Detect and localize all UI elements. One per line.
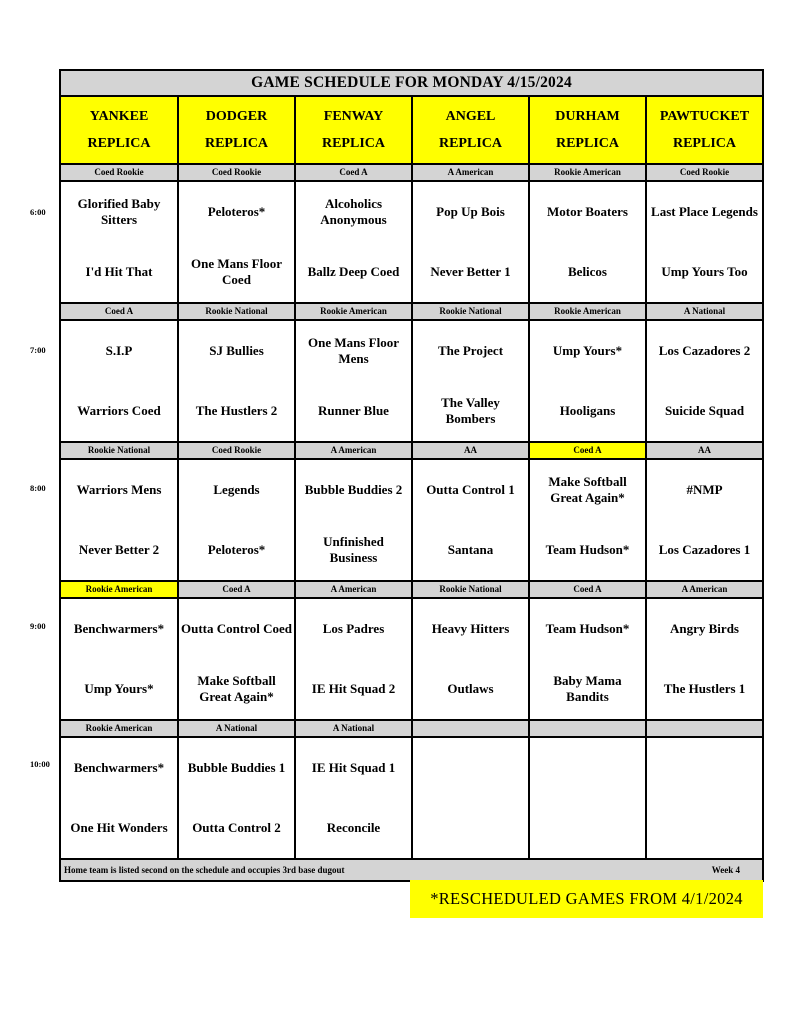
home-team-slot — [649, 659, 760, 719]
division-label: Rookie American — [60, 720, 178, 737]
home-team-slot — [63, 381, 175, 441]
division-label: A American — [412, 164, 529, 181]
away-team-slot — [181, 182, 292, 242]
away-team-slot — [63, 321, 175, 381]
footer-row — [60, 859, 763, 881]
division-label — [646, 720, 763, 737]
away-team: Outta Control Coed — [181, 621, 292, 636]
away-team-slot — [415, 460, 526, 520]
division-label — [412, 720, 529, 737]
home-team: Ballz Deep Coed — [307, 264, 400, 279]
away-team-slot — [181, 738, 292, 798]
field-header-row — [60, 96, 763, 164]
home-team-slot — [532, 381, 643, 441]
division-row — [60, 303, 763, 320]
division-label: AA — [646, 442, 763, 459]
home-team-slot — [298, 242, 409, 302]
field-header — [412, 96, 529, 164]
field-subtitle: REPLICA — [87, 136, 151, 151]
away-team: SJ Bullies — [209, 343, 264, 358]
game-cell — [60, 181, 178, 303]
away-team: Outta Control 1 — [426, 482, 515, 497]
game-cell — [529, 459, 646, 581]
away-team: #NMP — [686, 482, 723, 497]
game-cell — [295, 181, 412, 303]
away-team: Pop Up Bois — [436, 204, 505, 219]
home-team-slot — [532, 520, 643, 580]
away-team: One Mans Floor Mens — [308, 335, 399, 366]
game-cell — [178, 181, 295, 303]
away-team-slot — [63, 738, 175, 798]
division-label: A American — [295, 581, 412, 598]
away-team: Alcoholics Anonymous — [320, 196, 387, 227]
home-team: The Hustlers 1 — [663, 681, 746, 696]
game-cell — [178, 737, 295, 859]
footer-content — [61, 865, 762, 875]
division-label: Coed A — [529, 442, 646, 459]
home-team-slot — [63, 242, 175, 302]
game-cell — [60, 737, 178, 859]
away-team-slot — [63, 599, 175, 659]
game-cell — [412, 737, 529, 859]
schedule-table — [59, 69, 764, 882]
division-label: A National — [646, 303, 763, 320]
away-team: Legends — [213, 482, 260, 497]
home-team-slot — [298, 659, 409, 719]
game-cell — [412, 320, 529, 442]
home-team: Suicide Squad — [664, 403, 745, 418]
game-cell — [412, 459, 529, 581]
field-subtitle: REPLICA — [672, 136, 736, 151]
game-row — [60, 598, 763, 720]
time-label: 7:00 — [30, 345, 46, 355]
time-label: 9:00 — [30, 621, 46, 631]
home-team: The Valley Bombers — [441, 395, 500, 426]
away-team-slot — [415, 321, 526, 381]
home-team-slot — [415, 520, 526, 580]
away-team-slot — [649, 182, 760, 242]
game-cell — [646, 181, 763, 303]
home-team: Unfinished Business — [323, 534, 384, 565]
home-team: Ump Yours* — [84, 681, 154, 696]
field-subtitle: REPLICA — [204, 136, 268, 151]
game-row — [60, 459, 763, 581]
division-label: Coed Rookie — [646, 164, 763, 181]
game-cell — [646, 598, 763, 720]
home-team-slot — [298, 798, 409, 858]
home-team-slot — [532, 659, 643, 719]
away-team-slot — [532, 460, 643, 520]
game-row — [60, 181, 763, 303]
time-label: 8:00 — [30, 483, 46, 493]
game-cell — [412, 598, 529, 720]
game-cell — [60, 320, 178, 442]
away-team-slot — [649, 321, 760, 381]
home-team-slot — [649, 798, 760, 858]
home-team: Hooligans — [559, 403, 616, 418]
away-team-slot — [181, 460, 292, 520]
division-label: Coed A — [178, 581, 295, 598]
away-team-slot — [298, 321, 409, 381]
away-team-slot — [649, 738, 760, 798]
home-team-slot — [63, 659, 175, 719]
division-label: Coed Rookie — [60, 164, 178, 181]
home-team-slot — [298, 520, 409, 580]
away-team-slot — [415, 599, 526, 659]
division-label: A National — [178, 720, 295, 737]
field-header — [529, 96, 646, 164]
field-subtitle: REPLICA — [555, 136, 619, 151]
field-subtitle: REPLICA — [321, 136, 385, 151]
game-cell — [412, 181, 529, 303]
away-team: Heavy Hitters — [431, 621, 510, 636]
game-cell — [529, 737, 646, 859]
away-team: S.I.P — [105, 343, 133, 358]
game-row — [60, 320, 763, 442]
field-header — [178, 96, 295, 164]
division-label: Rookie National — [60, 442, 178, 459]
game-cell — [646, 737, 763, 859]
division-label: Coed A — [295, 164, 412, 181]
schedule-title: GAME SCHEDULE FOR MONDAY 4/15/2024 — [60, 70, 763, 96]
home-team: Los Cazadores 1 — [658, 542, 751, 557]
home-team: Peloteros* — [207, 542, 266, 557]
away-team: Benchwarmers* — [73, 621, 165, 636]
division-label: A National — [295, 720, 412, 737]
home-team-slot — [181, 242, 292, 302]
field-name: PAWTUCKET — [659, 109, 750, 124]
division-row — [60, 164, 763, 181]
game-cell — [60, 459, 178, 581]
away-team-slot — [298, 738, 409, 798]
home-team-slot — [649, 520, 760, 580]
field-subtitle: REPLICA — [438, 136, 502, 151]
footer — [60, 859, 763, 881]
home-team: Outlaws — [447, 681, 494, 696]
division-label: Rookie National — [412, 303, 529, 320]
away-team-slot — [181, 321, 292, 381]
away-team-slot — [649, 460, 760, 520]
field-name: ANGEL — [445, 109, 496, 124]
division-label: A American — [646, 581, 763, 598]
division-label: Rookie American — [60, 581, 178, 598]
away-team-slot — [415, 182, 526, 242]
home-team-slot — [649, 242, 760, 302]
field-header — [295, 96, 412, 164]
away-team-slot — [181, 599, 292, 659]
away-team: Ump Yours* — [552, 343, 623, 358]
away-team: Make Softball Great Again* — [548, 474, 627, 505]
game-cell — [646, 459, 763, 581]
footer-note: Home team is listed second on the schedule and occupies 3rd base dugout — [64, 865, 345, 875]
away-team: Motor Boaters — [547, 204, 628, 219]
home-team: Santana — [447, 542, 494, 557]
division-label: A American — [295, 442, 412, 459]
away-team-slot — [298, 599, 409, 659]
game-cell — [60, 598, 178, 720]
game-cell — [295, 737, 412, 859]
home-team: Warriors Coed — [77, 403, 161, 418]
division-label: Rookie American — [529, 303, 646, 320]
division-label: Rookie American — [295, 303, 412, 320]
away-team-slot — [63, 182, 175, 242]
away-team-slot — [532, 182, 643, 242]
home-team: Team Hudson* — [545, 542, 630, 557]
home-team-slot — [298, 381, 409, 441]
field-name: DURHAM — [555, 109, 620, 124]
home-team: One Hit Wonders — [70, 820, 168, 835]
home-team-slot — [415, 659, 526, 719]
field-header — [646, 96, 763, 164]
game-cell — [529, 598, 646, 720]
home-team: IE Hit Squad 2 — [311, 681, 396, 696]
game-cell — [646, 320, 763, 442]
division-row — [60, 442, 763, 459]
away-team-slot — [415, 738, 526, 798]
away-team: Peloteros* — [207, 204, 266, 219]
division-label: Coed A — [60, 303, 178, 320]
home-team: The Hustlers 2 — [195, 403, 278, 418]
away-team-slot — [532, 599, 643, 659]
division-label: Coed Rookie — [178, 164, 295, 181]
division-label: Coed Rookie — [178, 442, 295, 459]
home-team-slot — [415, 381, 526, 441]
division-label: AA — [412, 442, 529, 459]
home-team: Outta Control 2 — [192, 820, 281, 835]
division-label: Rookie American — [529, 164, 646, 181]
field-name: DODGER — [205, 109, 268, 124]
away-team-slot — [532, 321, 643, 381]
division-label — [529, 720, 646, 737]
home-team-slot — [649, 381, 760, 441]
home-team-slot — [181, 798, 292, 858]
home-team-slot — [532, 798, 643, 858]
home-team: Runner Blue — [318, 403, 389, 418]
home-team-slot — [181, 381, 292, 441]
division-label: Coed A — [529, 581, 646, 598]
home-team: Baby Mama Bandits — [553, 673, 622, 704]
game-cell — [178, 320, 295, 442]
home-team-slot — [181, 659, 292, 719]
home-team: Belicos — [568, 264, 607, 279]
game-cell — [295, 598, 412, 720]
division-label: Rookie National — [178, 303, 295, 320]
field-name: YANKEE — [89, 109, 149, 124]
home-team-slot — [63, 798, 175, 858]
home-team: Never Better 2 — [78, 542, 160, 557]
away-team: IE Hit Squad 1 — [311, 760, 396, 775]
away-team: Warriors Mens — [76, 482, 162, 497]
home-team: Reconcile — [326, 820, 381, 835]
away-team-slot — [532, 738, 643, 798]
time-label: 10:00 — [30, 759, 50, 769]
home-team-slot — [63, 520, 175, 580]
field-name: FENWAY — [323, 109, 384, 124]
field-header — [60, 96, 178, 164]
away-team: Los Padres — [322, 621, 385, 636]
reschedule-note: *RESCHEDULED GAMES FROM 4/1/2024 — [410, 880, 763, 918]
home-team-slot — [415, 242, 526, 302]
away-team-slot — [63, 460, 175, 520]
home-team: Never Better 1 — [430, 264, 511, 279]
away-team: Team Hudson* — [545, 621, 630, 636]
home-team-slot — [532, 242, 643, 302]
away-team-slot — [298, 182, 409, 242]
home-team-slot — [181, 520, 292, 580]
away-team: Bubble Buddies 2 — [304, 482, 403, 497]
game-cell — [529, 320, 646, 442]
away-team: Bubble Buddies 1 — [187, 760, 286, 775]
game-cell — [178, 459, 295, 581]
away-team: Glorified Baby Sitters — [77, 196, 161, 227]
division-row — [60, 720, 763, 737]
game-cell — [295, 459, 412, 581]
game-row — [60, 737, 763, 859]
home-team: One Mans Floor Coed — [191, 256, 282, 287]
game-cell — [178, 598, 295, 720]
home-team: Make Softball Great Again* — [197, 673, 276, 704]
time-label: 6:00 — [30, 207, 46, 217]
away-team: Angry Birds — [670, 621, 739, 636]
away-team: Last Place Legends — [651, 204, 758, 219]
week-label: Week 4 — [711, 865, 740, 875]
division-label: Rookie National — [412, 581, 529, 598]
away-team-slot — [298, 460, 409, 520]
division-row — [60, 581, 763, 598]
home-team: I'd Hit That — [85, 264, 153, 279]
home-team: Ump Yours Too — [661, 264, 748, 279]
away-team-slot — [649, 599, 760, 659]
game-cell — [529, 181, 646, 303]
away-team: The Project — [437, 343, 504, 358]
home-team-slot — [415, 798, 526, 858]
away-team: Los Cazadores 2 — [658, 343, 751, 358]
game-cell — [295, 320, 412, 442]
away-team: Benchwarmers* — [73, 760, 165, 775]
